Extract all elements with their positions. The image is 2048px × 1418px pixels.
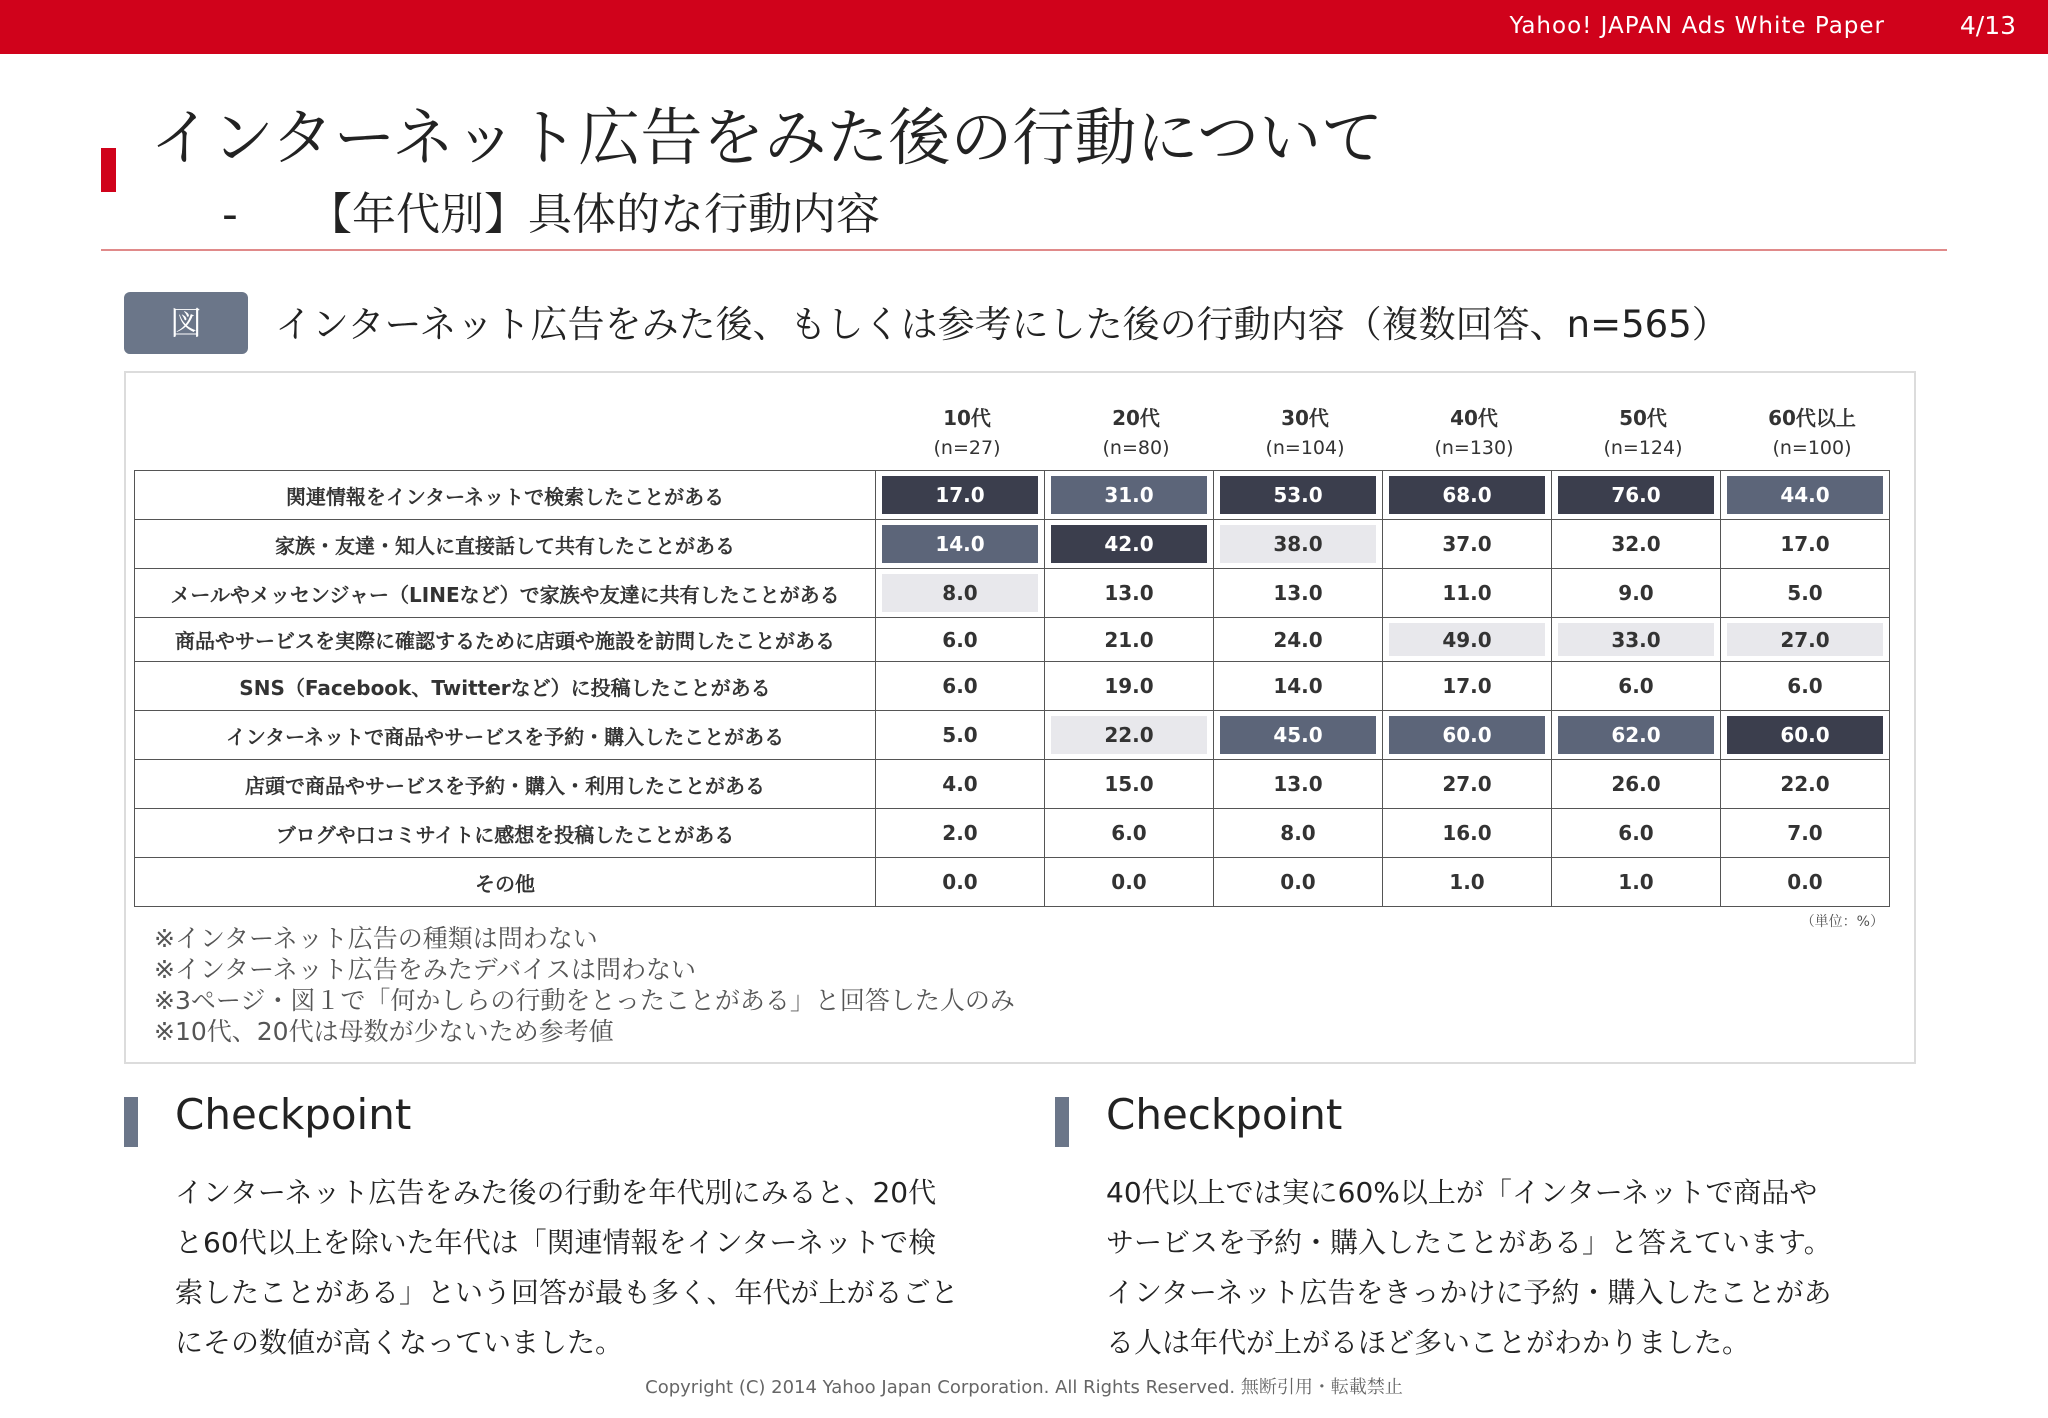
table-row [135, 471, 1890, 520]
table-row [135, 569, 1890, 618]
value-cell [876, 618, 1045, 662]
value-cell [876, 858, 1045, 907]
top-bar [0, 0, 2048, 54]
cell-value: 17.0 [1442, 674, 1492, 698]
table-row [135, 520, 1890, 569]
cell-value: 37.0 [1442, 532, 1492, 556]
checkpoint-2-bar [1055, 1097, 1069, 1147]
value-cell [1552, 569, 1721, 618]
value-cell [1214, 618, 1383, 662]
value-cell [1045, 520, 1214, 569]
cell-value: 31.0 [1104, 483, 1154, 507]
value-cell [876, 520, 1045, 569]
table-row [135, 711, 1890, 760]
cell-value: 38.0 [1273, 532, 1323, 556]
value-cell [1214, 711, 1383, 760]
table-row [135, 760, 1890, 809]
cell-value: 0.0 [942, 870, 978, 894]
column-header [1052, 403, 1220, 463]
figure-panel [124, 371, 1916, 1064]
value-cell [1045, 760, 1214, 809]
cell-value: 19.0 [1104, 674, 1154, 698]
cell-value: 1.0 [1618, 870, 1654, 894]
cell-value: 1.0 [1449, 870, 1485, 894]
cell-value: 17.0 [935, 483, 985, 507]
checkpoint-line: 索したことがある」という回答が最も多く、年代が上がるごと [175, 1276, 959, 1309]
row-label: その他 [135, 858, 876, 907]
cell-value: 6.0 [1618, 674, 1654, 698]
brand-label: Yahoo! JAPAN Ads White Paper [1509, 13, 1885, 39]
checkpoint-1-bar [124, 1097, 138, 1147]
figure-notes [154, 923, 1015, 1047]
copyright: Copyright (C) 2014 Yahoo Japan Corporation. All Rights Reserved. 無断引用・転載禁止 [645, 1377, 1403, 1398]
row-label: SNS（Facebook、Twitterなど）に投稿したことがある [135, 662, 876, 711]
figure-badge: 図 [124, 292, 248, 354]
column-header-label: 60代以上 [1768, 406, 1856, 430]
page-subtitle [222, 178, 880, 242]
column-header [1390, 403, 1558, 463]
cell-value: 6.0 [942, 674, 978, 698]
value-cell [1214, 760, 1383, 809]
column-header-label: 20代 [1112, 406, 1160, 430]
column-header-n: (n=80) [1102, 437, 1170, 459]
value-cell [1721, 858, 1890, 907]
cell-value: 6.0 [942, 627, 978, 652]
cell-value: 13.0 [1104, 581, 1154, 605]
cell-value: 15.0 [1104, 772, 1154, 796]
value-cell [1552, 471, 1721, 520]
value-cell [1383, 809, 1552, 858]
cell-value: 26.0 [1611, 772, 1661, 796]
value-cell [1045, 809, 1214, 858]
column-header-n: (n=130) [1434, 437, 1514, 459]
cell-value: 44.0 [1780, 483, 1830, 507]
cell-value: 14.0 [935, 532, 985, 556]
value-cell [1721, 520, 1890, 569]
column-header [883, 403, 1051, 463]
value-cell [1383, 858, 1552, 907]
value-cell [876, 569, 1045, 618]
cell-value: 6.0 [1618, 821, 1654, 845]
note-line: ※10代、20代は母数が少ないため参考値 [154, 1017, 614, 1046]
column-header-label: 40代 [1450, 406, 1498, 430]
note-line: ※インターネット広告をみたデバイスは問わない [154, 955, 696, 984]
data-table [134, 470, 1890, 907]
page-title: インターネット広告をみた後の行動について [150, 101, 1384, 174]
cell-value: 17.0 [1780, 532, 1830, 556]
value-cell [1045, 569, 1214, 618]
value-cell [1721, 618, 1890, 662]
value-cell [1721, 809, 1890, 858]
column-header [1221, 403, 1389, 463]
value-cell [876, 809, 1045, 858]
cell-value: 8.0 [1280, 821, 1316, 845]
value-cell [1383, 760, 1552, 809]
table-row [135, 662, 1890, 711]
checkpoint-line: インターネット広告をきっかけに予約・購入したことがあ [1106, 1276, 1832, 1309]
value-cell [876, 662, 1045, 711]
checkpoint-line: インターネット広告をみた後の行動を年代別にみると、20代 [175, 1176, 937, 1209]
cell-value: 27.0 [1442, 772, 1492, 796]
value-cell [1214, 569, 1383, 618]
checkpoint-line: にその数値が高くなっていました。 [175, 1326, 624, 1359]
value-cell [876, 760, 1045, 809]
cell-value: 53.0 [1273, 483, 1323, 507]
value-cell [1214, 662, 1383, 711]
value-cell [1214, 520, 1383, 569]
checkpoint-line: と60代以上を除いた年代は「関連情報をインターネットで検 [175, 1226, 937, 1259]
value-cell [1552, 809, 1721, 858]
value-cell [1045, 711, 1214, 760]
cell-value: 24.0 [1273, 627, 1323, 652]
column-header [1728, 403, 1896, 463]
row-label: ブログや口コミサイトに感想を投稿したことがある [135, 809, 876, 858]
value-cell [1552, 711, 1721, 760]
cell-value: 21.0 [1104, 627, 1154, 652]
title-accent-mark [101, 148, 116, 192]
column-header-label: 50代 [1619, 406, 1667, 430]
row-label: 商品やサービスを実際に確認するために店頭や施設を訪問したことがある [135, 618, 876, 662]
note-line: ※インターネット広告の種類は問わない [154, 924, 598, 953]
value-cell [1552, 760, 1721, 809]
value-cell [1383, 569, 1552, 618]
cell-value: 62.0 [1611, 723, 1661, 747]
cell-value: 0.0 [1280, 870, 1316, 894]
cell-value: 2.0 [942, 821, 978, 845]
cell-value: 4.0 [942, 772, 978, 796]
cell-value: 7.0 [1787, 821, 1823, 845]
column-header-label: 10代 [943, 406, 991, 430]
value-cell [1214, 471, 1383, 520]
unit-label: （単位：%） [1800, 914, 1884, 930]
value-cell [1383, 662, 1552, 711]
value-cell [1383, 618, 1552, 662]
table-row [135, 858, 1890, 907]
column-header-n: (n=124) [1603, 437, 1683, 459]
cell-value: 6.0 [1787, 674, 1823, 698]
subtitle-text: 【年代別】具体的な行動内容 [308, 189, 880, 240]
value-cell [1045, 858, 1214, 907]
cell-value: 32.0 [1611, 532, 1661, 556]
cell-value: 5.0 [942, 723, 978, 747]
cell-value: 0.0 [1111, 870, 1147, 894]
column-header-n: (n=104) [1265, 437, 1345, 459]
cell-value: 49.0 [1442, 627, 1492, 652]
cell-value: 76.0 [1611, 483, 1661, 507]
cell-value: 13.0 [1273, 772, 1323, 796]
value-cell [1721, 711, 1890, 760]
row-label: 店頭で商品やサービスを予約・購入・利用したことがある [135, 760, 876, 809]
value-cell [1721, 569, 1890, 618]
subtitle-dash: - [222, 189, 238, 240]
cell-value: 11.0 [1442, 581, 1492, 605]
checkpoint-line: サービスを予約・購入したことがある」と答えています。 [1106, 1226, 1832, 1259]
table-row [135, 618, 1890, 662]
checkpoint-line: 40代以上では実に60%以上が「インターネットで商品や [1106, 1176, 1818, 1209]
value-cell [1383, 471, 1552, 520]
cell-value: 6.0 [1111, 821, 1147, 845]
value-cell [1552, 618, 1721, 662]
cell-value: 0.0 [1787, 870, 1823, 894]
column-header [1559, 403, 1727, 463]
note-line: ※3ページ・図１で「何かしらの行動をとったことがある」と回答した人のみ [154, 986, 1015, 1015]
value-cell [1721, 760, 1890, 809]
table-row [135, 809, 1890, 858]
cell-value: 22.0 [1780, 772, 1830, 796]
cell-value: 68.0 [1442, 483, 1492, 507]
cell-value: 27.0 [1780, 627, 1830, 652]
checkpoint-1-body [175, 1168, 958, 1368]
checkpoint-line: る人は年代が上がるほど多いことがわかりました。 [1106, 1326, 1751, 1359]
cell-value: 33.0 [1611, 627, 1661, 652]
cell-value: 8.0 [942, 581, 978, 605]
value-cell [1383, 520, 1552, 569]
value-cell [1214, 858, 1383, 907]
cell-value: 45.0 [1273, 723, 1323, 747]
row-label: メールやメッセンジャー（LINEなど）で家族や友達に共有したことがある [135, 569, 876, 618]
cell-value: 22.0 [1104, 723, 1154, 747]
cell-value: 60.0 [1780, 723, 1830, 747]
row-label: インターネットで商品やサービスを予約・購入したことがある [135, 711, 876, 760]
column-header-n: (n=27) [933, 437, 1001, 459]
value-cell [1045, 662, 1214, 711]
cell-value: 13.0 [1273, 581, 1323, 605]
column-header-n: (n=100) [1772, 437, 1852, 459]
page-number: 4/13 [1959, 11, 2016, 40]
value-cell [876, 711, 1045, 760]
value-cell [876, 471, 1045, 520]
checkpoint-1-title: Checkpoint [175, 1090, 412, 1139]
value-cell [1721, 471, 1890, 520]
cell-value: 14.0 [1273, 674, 1323, 698]
row-label: 関連情報をインターネットで検索したことがある [135, 471, 876, 520]
figure-title: インターネット広告をみた後、もしくは参考にした後の行動内容（複数回答、n=565） [275, 303, 1729, 346]
value-cell [1552, 662, 1721, 711]
value-cell [1552, 858, 1721, 907]
title-divider [101, 249, 1947, 251]
row-label: 家族・友達・知人に直接話して共有したことがある [135, 520, 876, 569]
checkpoint-2-body [1106, 1168, 1832, 1368]
cell-value: 42.0 [1104, 532, 1154, 556]
value-cell [1383, 711, 1552, 760]
checkpoint-2-title: Checkpoint [1106, 1090, 1343, 1139]
cell-value: 16.0 [1442, 821, 1492, 845]
column-header-label: 30代 [1281, 406, 1329, 430]
value-cell [1214, 809, 1383, 858]
cell-value: 60.0 [1442, 723, 1492, 747]
value-cell [1045, 471, 1214, 520]
cell-value: 5.0 [1787, 581, 1823, 605]
cell-value: 9.0 [1618, 581, 1654, 605]
value-cell [1552, 520, 1721, 569]
value-cell [1721, 662, 1890, 711]
value-cell [1045, 618, 1214, 662]
